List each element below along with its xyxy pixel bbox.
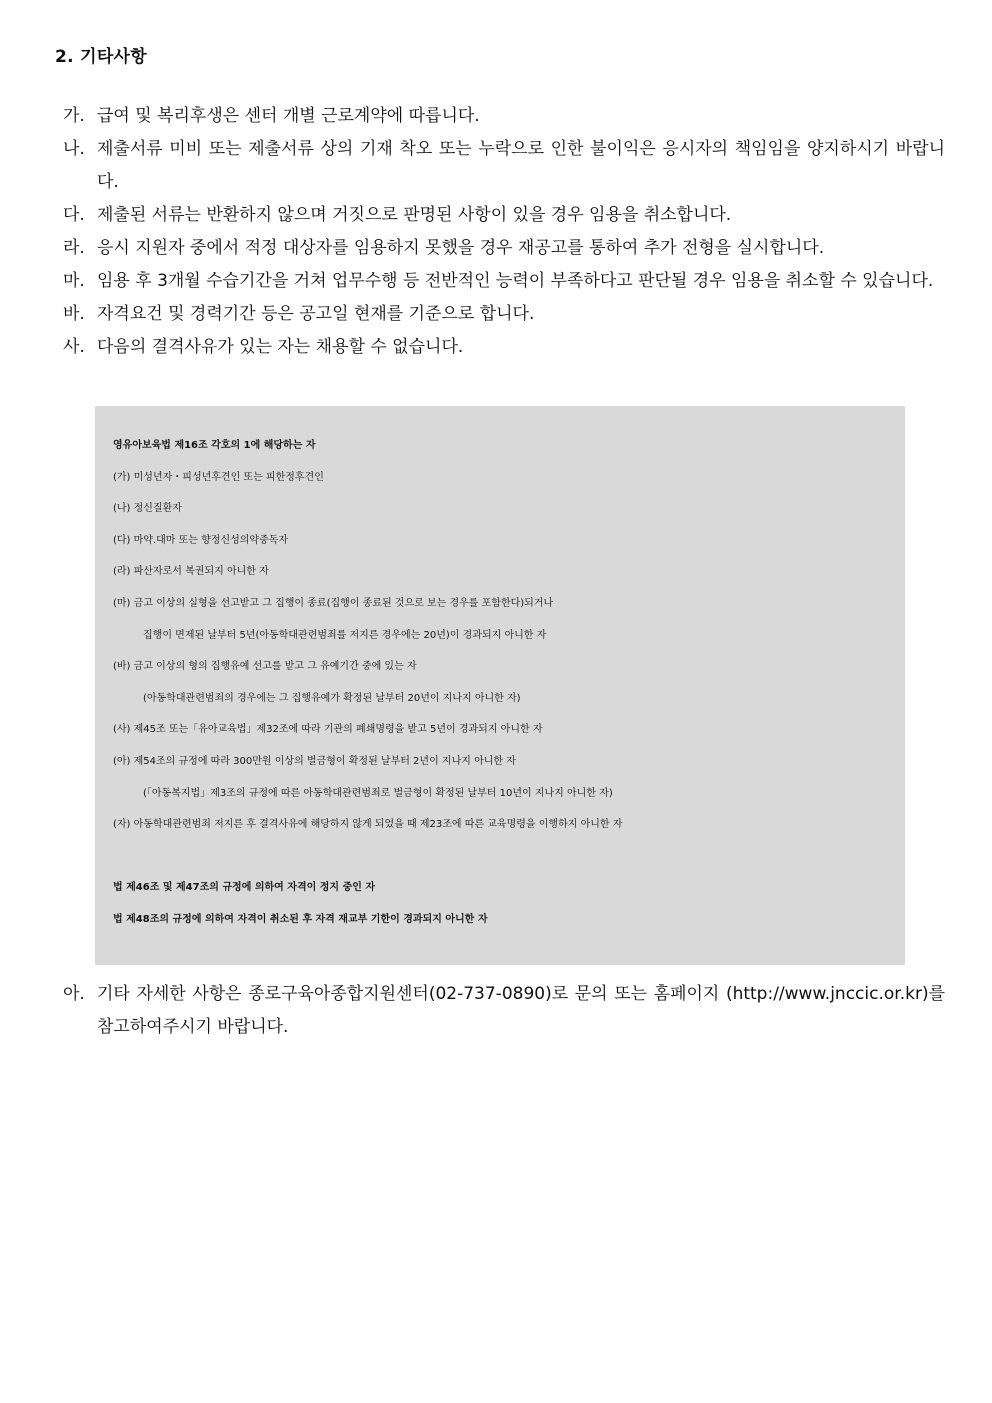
- item-label: 나.: [63, 139, 85, 159]
- item-label: 아.: [63, 984, 85, 1004]
- box-footer-line: 법 제48조의 규정에 의하여 자격이 취소된 후 자격 재교부 기한이 경과되지 아니한 자: [113, 913, 488, 925]
- box-line: (마) 금고 이상의 실형을 선고받고 그 집행이 종료(집행이 종료된 것으로 보는 경우를 포함한다)되거나: [113, 597, 554, 609]
- box-line: (바) 금고 이상의 형의 집행유예 선고를 받고 그 유예기간 중에 있는 자: [113, 661, 417, 673]
- item-label: 마.: [63, 271, 85, 291]
- item-label: 가.: [63, 106, 85, 126]
- box-line: (아동학대관련범죄의 경우에는 그 집행유예가 확정된 날부터 20년이 지나지 아니한 자): [143, 692, 521, 704]
- item-text: 응시 지원자 중에서 적정 대상자를 임용하지 못했을 경우 재공고를 통하여 추가 전형을 실시합니다.: [97, 238, 825, 258]
- item-label: 바.: [63, 304, 85, 324]
- disqualification-box: [95, 406, 905, 965]
- item-text: 급여 및 복리후생은 센터 개별 근로계약에 따릅니다.: [97, 106, 480, 126]
- box-line: (아) 제54조의 규정에 따라 300만원 이상의 벌금형이 확정된 날부터 2년이 지나지 아니한 자: [113, 755, 516, 767]
- item-text: 기타 자세한 사항은 종로구육아종합지원센터(02-737-0890)로 문의 또는 홈페이지 (http://www.jnccic.or.kr)를 참고하여주시기 바랍니다.: [97, 984, 945, 1037]
- list-item: [63, 298, 945, 331]
- box-line: (나) 정신질환자: [113, 503, 182, 515]
- item-label: 다.: [63, 205, 85, 225]
- list-item: [63, 978, 945, 1044]
- box-footer-line: 법 제46조 및 제47조의 규정에 의하여 자격이 정지 중인 자: [113, 882, 376, 894]
- item-label: 사.: [63, 337, 85, 357]
- box-heading: 영유아보육법 제16조 각호의 1에 해당하는 자: [113, 440, 316, 451]
- box-line: (사) 제45조 또는「유아교육법」제32조에 따라 기관의 폐쇄명령을 받고 5년이 경과되지 아니한 자: [113, 724, 543, 736]
- item-text: 임용 후 3개월 수습기간을 거쳐 업무수행 등 전반적인 능력이 부족하다고 판단될 경우 임용을 취소할 수 있습니다.: [97, 271, 934, 291]
- box-line: (라) 파산자로서 복권되지 아니한 자: [113, 566, 269, 578]
- box-line: (「아동복지법」제3조의 규정에 따른 아동학대관련범죄로 벌금형이 확정된 날부터 10년이 지나지 아니한 자): [143, 787, 613, 799]
- list-item: [63, 265, 945, 298]
- item-text: 다음의 결격사유가 있는 자는 채용할 수 없습니다.: [97, 337, 464, 357]
- list-item: [63, 100, 945, 133]
- item-label: 라.: [63, 238, 85, 258]
- box-line: (자) 아동학대관련범죄 저지른 후 결격사유에 해당하지 않게 되었을 때 제23조에 따른 교육명령을 이행하지 아니한 자: [113, 819, 623, 831]
- item-text: 자격요건 및 경력기간 등은 공고일 현재를 기준으로 합니다.: [97, 304, 535, 324]
- contact-notice: [63, 978, 945, 1044]
- list-item: [63, 331, 945, 364]
- notice-list: [63, 100, 945, 364]
- list-item: [63, 199, 945, 232]
- item-text: 제출된 서류는 반환하지 않으며 거짓으로 판명된 사항이 있을 경우 임용을 취소합니다.: [97, 205, 732, 225]
- box-line: (다) 마약.대마 또는 향정신성의약중독자: [113, 534, 289, 546]
- item-text: 제출서류 미비 또는 제출서류 상의 기재 착오 또는 누락으로 인한 불이익은 응시자의 책임임을 양지하시기 바랍니다.: [97, 139, 945, 192]
- section-title: 2. 기타사항: [55, 47, 147, 67]
- list-item: [63, 133, 945, 199]
- box-line: 집행이 면제된 날부터 5년(아동학대관련범죄를 저지른 경우에는 20년)이 경과되지 아니한 자: [143, 629, 547, 641]
- list-item: [63, 232, 945, 265]
- box-line: (가) 미성년자・피성년후견인 또는 피한정후견인: [113, 471, 324, 483]
